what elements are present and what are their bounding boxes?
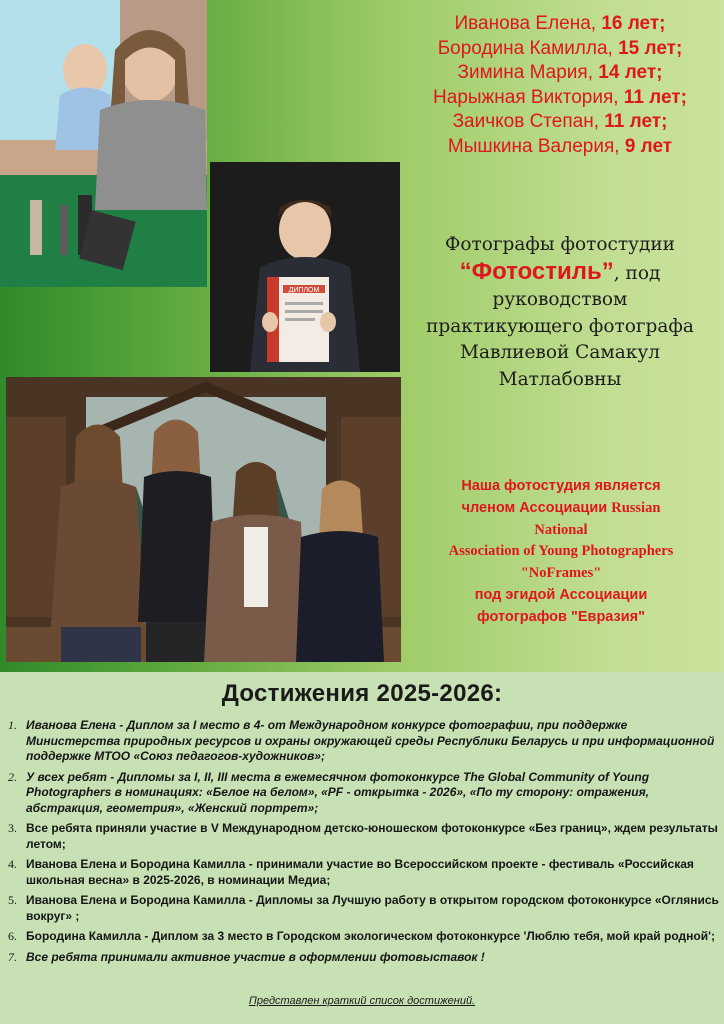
item-number: 3. bbox=[8, 821, 17, 835]
student-name: Заичков Степан, bbox=[452, 111, 599, 132]
student-age: 15 лет; bbox=[618, 37, 683, 59]
item-text: Все ребята принимали активное участие в оформлении фотовыставок ! bbox=[26, 949, 485, 964]
member-line: "NoFrames" bbox=[520, 565, 602, 582]
student-name: Нарыжная Виктория, bbox=[433, 86, 619, 108]
item-number: 4. bbox=[8, 857, 17, 871]
student-names-list bbox=[400, 12, 720, 159]
student-name-row bbox=[400, 110, 720, 135]
studio-intro bbox=[400, 232, 720, 393]
member-line: под эгидой Ассоциации bbox=[474, 586, 648, 603]
item-text: Все ребята приняли участие в V Международном детско-юношеском фотоконкурсе «Без границ», ждем результаты летом; bbox=[26, 821, 718, 851]
achievements-note: Представлен краткий список достижений. bbox=[248, 995, 476, 1007]
item-text: Иванова Елена - Диплом за I место в 4- от Международном конкурсе фотографии, при поддержке Министерства природных ресурсов и охраны окружающей среды Республики Беларусь и при информационной поддержке МТОО «Союз педагогов-художников»; bbox=[26, 718, 715, 763]
student-name-row bbox=[400, 37, 720, 62]
item-number: 7. bbox=[8, 949, 17, 964]
photo-boy-with-diploma bbox=[210, 162, 400, 372]
student-age: 11 лет; bbox=[623, 86, 687, 108]
intro-line: Фотографы фотостудии bbox=[444, 234, 676, 255]
intro-studio-line bbox=[400, 259, 720, 288]
item-text: У всех ребят - Дипломы за I, II, III места в ежемесячном фотоконкурсе The Global Community of Young Photographers в номинациях: «Белое на белом», «PF - открытка - 2026», «По ту сторону: отражения, абстракция, геометрия», «Женский портрет»; bbox=[26, 769, 650, 815]
item-number: 1. bbox=[8, 718, 17, 732]
student-name: Мышкина Валерия, bbox=[447, 135, 620, 157]
student-name-row bbox=[400, 135, 720, 160]
student-age: 16 лет; bbox=[601, 13, 666, 34]
item-text: Иванова Елена и Бородина Камилла - принимали участие во Всероссийском проекте - фестиваль «Российская школьная весна» в 2025-2026, в номинации Медиа; bbox=[26, 857, 694, 887]
achievement-item bbox=[8, 857, 720, 888]
achievement-item bbox=[8, 718, 720, 765]
item-number: 5. bbox=[8, 893, 17, 907]
achievement-item bbox=[8, 770, 720, 817]
item-text: Бородина Камилла - Диплом за 3 место в Городском экологическом фотоконкурсе 'Люблю тебя, мой край родной'; bbox=[26, 929, 715, 943]
intro-line: Мавлиевой Самакул bbox=[460, 342, 660, 363]
intro-line: практикующего фотографа bbox=[426, 315, 694, 337]
intro-line: руководством bbox=[492, 289, 628, 310]
student-name: Иванова Елена, bbox=[454, 13, 597, 34]
student-name: Бородина Камилла, bbox=[437, 37, 613, 59]
member-line: Наша фотостудия является bbox=[461, 478, 661, 494]
member-line: Association of Young Photographers bbox=[448, 543, 674, 560]
item-number: 2. bbox=[8, 769, 17, 784]
item-number: 6. bbox=[8, 929, 17, 943]
item-text: Иванова Елена и Бородина Камилла - Дипломы за Лучшую работу в открытом городском фотоконкурсе «Оглянись вокруг» ; bbox=[26, 893, 719, 923]
student-name: Зимина Мария, bbox=[457, 62, 593, 83]
achievements-title: Достижения 2025-2026: bbox=[221, 680, 503, 707]
student-age: 14 лет; bbox=[598, 62, 663, 83]
member-line bbox=[410, 498, 712, 520]
student-name-row bbox=[400, 61, 720, 86]
diploma-label: ДИПЛОМ bbox=[288, 287, 320, 294]
photo-group-girls bbox=[6, 377, 401, 662]
membership-statement bbox=[410, 476, 712, 629]
intro-after-studio: , под bbox=[613, 262, 661, 284]
achievements-list bbox=[8, 718, 720, 970]
achievement-item bbox=[8, 950, 720, 966]
photo-studio-session bbox=[0, 0, 207, 287]
achievement-item bbox=[8, 821, 720, 852]
intro-line: Матлабовны bbox=[498, 368, 622, 390]
achievement-item bbox=[8, 929, 720, 945]
achievement-item bbox=[8, 893, 720, 924]
student-age: 9 лет bbox=[624, 135, 673, 157]
member-line: National bbox=[534, 521, 588, 538]
member-line: фотографов "Евразия" bbox=[476, 608, 646, 625]
student-age: 11 лет; bbox=[604, 111, 668, 132]
studio-name: “Фотостиль” bbox=[459, 257, 614, 285]
student-name-row bbox=[400, 86, 720, 111]
member-text: Russian bbox=[611, 499, 661, 516]
student-name-row bbox=[400, 12, 720, 37]
member-text: членом Ассоциации bbox=[461, 499, 608, 516]
